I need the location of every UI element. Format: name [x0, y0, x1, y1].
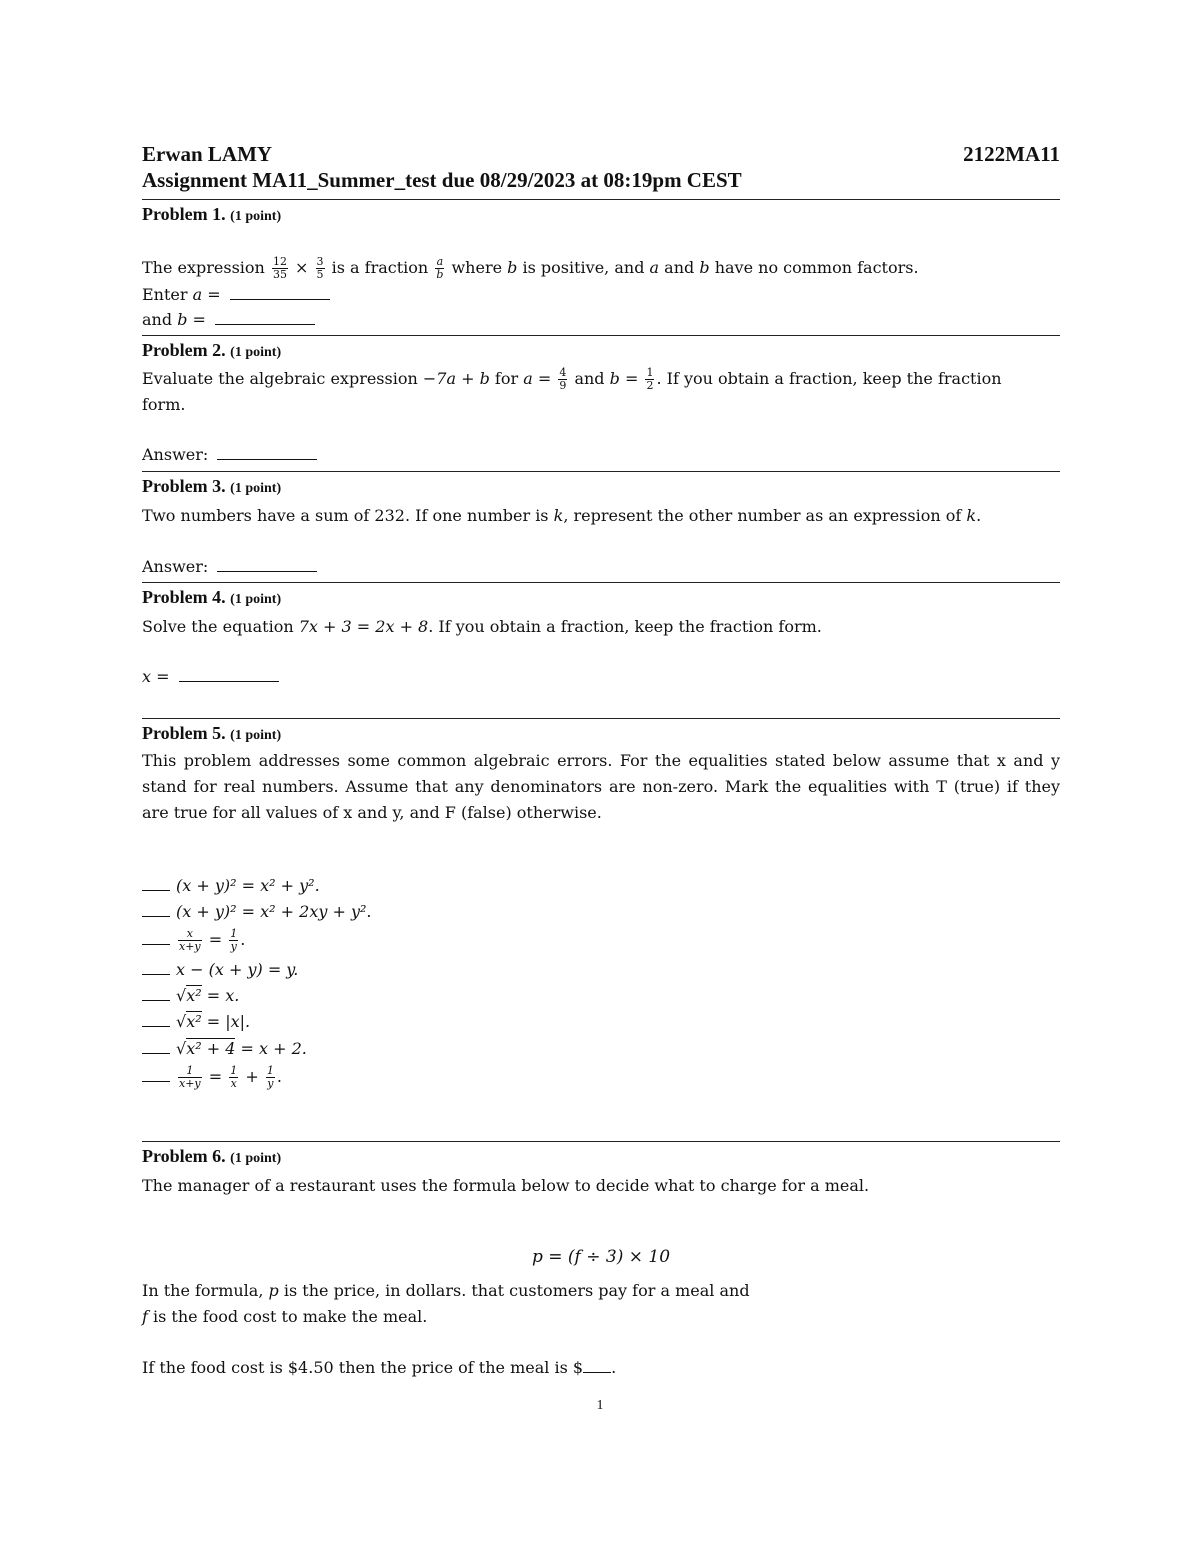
equality-row: √x² = x.: [142, 983, 239, 1009]
problem-2-text: Evaluate the algebraic expression −7a + b for a = $\frac{4}{9}$ and b = $\frac{1}{2}$ . If you obtain a fraction, keep the fraction: [142, 366, 1002, 392]
tf-field[interactable]: [142, 986, 170, 1001]
problem-5-paragraph: This problem addresses some common algebraic errors. For the equalities stated below assume that x and y stand for real numbers. Assume that any denominators are non-zero. Mark the equalities with T (true) if they are true for all values of x and y, and F (false) otherwise.: [142, 751, 1060, 822]
course-code: 2122MA11: [963, 142, 1060, 166]
fraction-3-5: $\frac{3}{5}$: [316, 255, 324, 281]
answer-b-field[interactable]: [215, 310, 315, 325]
equality-row: (x + y)² = x² + 2xy + y².: [142, 899, 372, 925]
tf-field[interactable]: [142, 876, 170, 891]
tf-field[interactable]: [142, 960, 170, 975]
problem-4-rule: [142, 718, 1060, 719]
problem-3-text: Two numbers have a sum of 232. If one number is k, represent the other number as an expression of k.: [142, 506, 982, 525]
fraction-4-9: $\frac{4}{9}$: [559, 366, 567, 392]
problem-6-question: If the food cost is $4.50 then the price of the meal is $ .: [142, 1358, 617, 1377]
problem-5-rule: [142, 1141, 1060, 1142]
equality-row: √x² + 4 = x + 2.: [142, 1036, 307, 1062]
fraction-12-35: $\frac{12}{35}$: [272, 255, 287, 281]
problem-2-answer-field[interactable]: [217, 445, 317, 460]
problem-6-answer-field[interactable]: [583, 1358, 611, 1373]
problem-1-text: The expression $\frac{12}{35}$ × $\frac{3}{5}$ is a fraction $\frac{a}{b}$ where b is positive, and a and b have no common factors.: [142, 255, 919, 281]
equality-row: x − (x + y) = y.: [142, 957, 298, 983]
problem-5-title: Problem 5. (1 point): [142, 723, 282, 743]
problem-6-text-2: In the formula, p is the price, in dollars. that customers pay for a meal and: [142, 1281, 750, 1300]
problem-2-rule: [142, 471, 1060, 472]
problem-2-title: Problem 2. (1 point): [142, 340, 282, 360]
problem-4-answer-field[interactable]: [179, 667, 279, 682]
tf-field[interactable]: [142, 902, 170, 917]
problem-1-title: Problem 1. (1 point): [142, 204, 282, 224]
page-number: 1: [596, 1398, 604, 1413]
equality-row: $\frac{x}{x+y}$ = $\frac{1}{y}$ .: [142, 927, 245, 953]
problem-3-rule: [142, 582, 1060, 583]
problem-1-rule: [142, 335, 1060, 336]
problem-3-title: Problem 3. (1 point): [142, 476, 282, 496]
header-rule: [142, 199, 1060, 200]
student-name: Erwan LAMY: [142, 142, 273, 166]
fraction-1-2: $\frac{1}{2}$: [646, 366, 654, 392]
tf-field[interactable]: [142, 1067, 170, 1082]
problem-6-formula: p = (f ÷ 3) × 10: [531, 1247, 671, 1267]
assignment-title: Assignment MA11_Summer_test due 08/29/2023 at 08:19pm CEST: [142, 168, 742, 192]
problem-3-answer-row: Answer:: [142, 554, 317, 580]
equality-row: $\frac{1}{x+y}$ = $\frac{1}{x}$ + $\frac{1}{y}$ .: [142, 1064, 282, 1090]
tf-field[interactable]: [142, 1012, 170, 1027]
problem-1-a-row: Enter a =: [142, 282, 330, 308]
problem-2-text-cont: form.: [142, 395, 186, 414]
equality-row: (x + y)² = x² + y².: [142, 873, 320, 899]
problem-2-answer-row: Answer:: [142, 442, 317, 468]
fraction-a-b: $\frac{a}{b}$: [436, 255, 444, 281]
problem-6-title: Problem 6. (1 point): [142, 1146, 282, 1166]
tf-field[interactable]: [142, 930, 170, 945]
problem-6-text-3: f is the food cost to make the meal.: [142, 1307, 428, 1326]
problem-4-text: Solve the equation 7x + 3 = 2x + 8. If you obtain a fraction, keep the fraction form.: [142, 617, 822, 636]
answer-a-field[interactable]: [230, 285, 330, 300]
problem-1-b-row: and b =: [142, 307, 315, 333]
equality-row: √x² = |x|.: [142, 1009, 250, 1035]
problem-4-title: Problem 4. (1 point): [142, 587, 282, 607]
problem-6-text: The manager of a restaurant uses the formula below to decide what to charge for a meal.: [142, 1176, 870, 1195]
problem-3-answer-field[interactable]: [217, 557, 317, 572]
problem-4-x-row: x =: [142, 664, 279, 690]
tf-field[interactable]: [142, 1039, 170, 1054]
